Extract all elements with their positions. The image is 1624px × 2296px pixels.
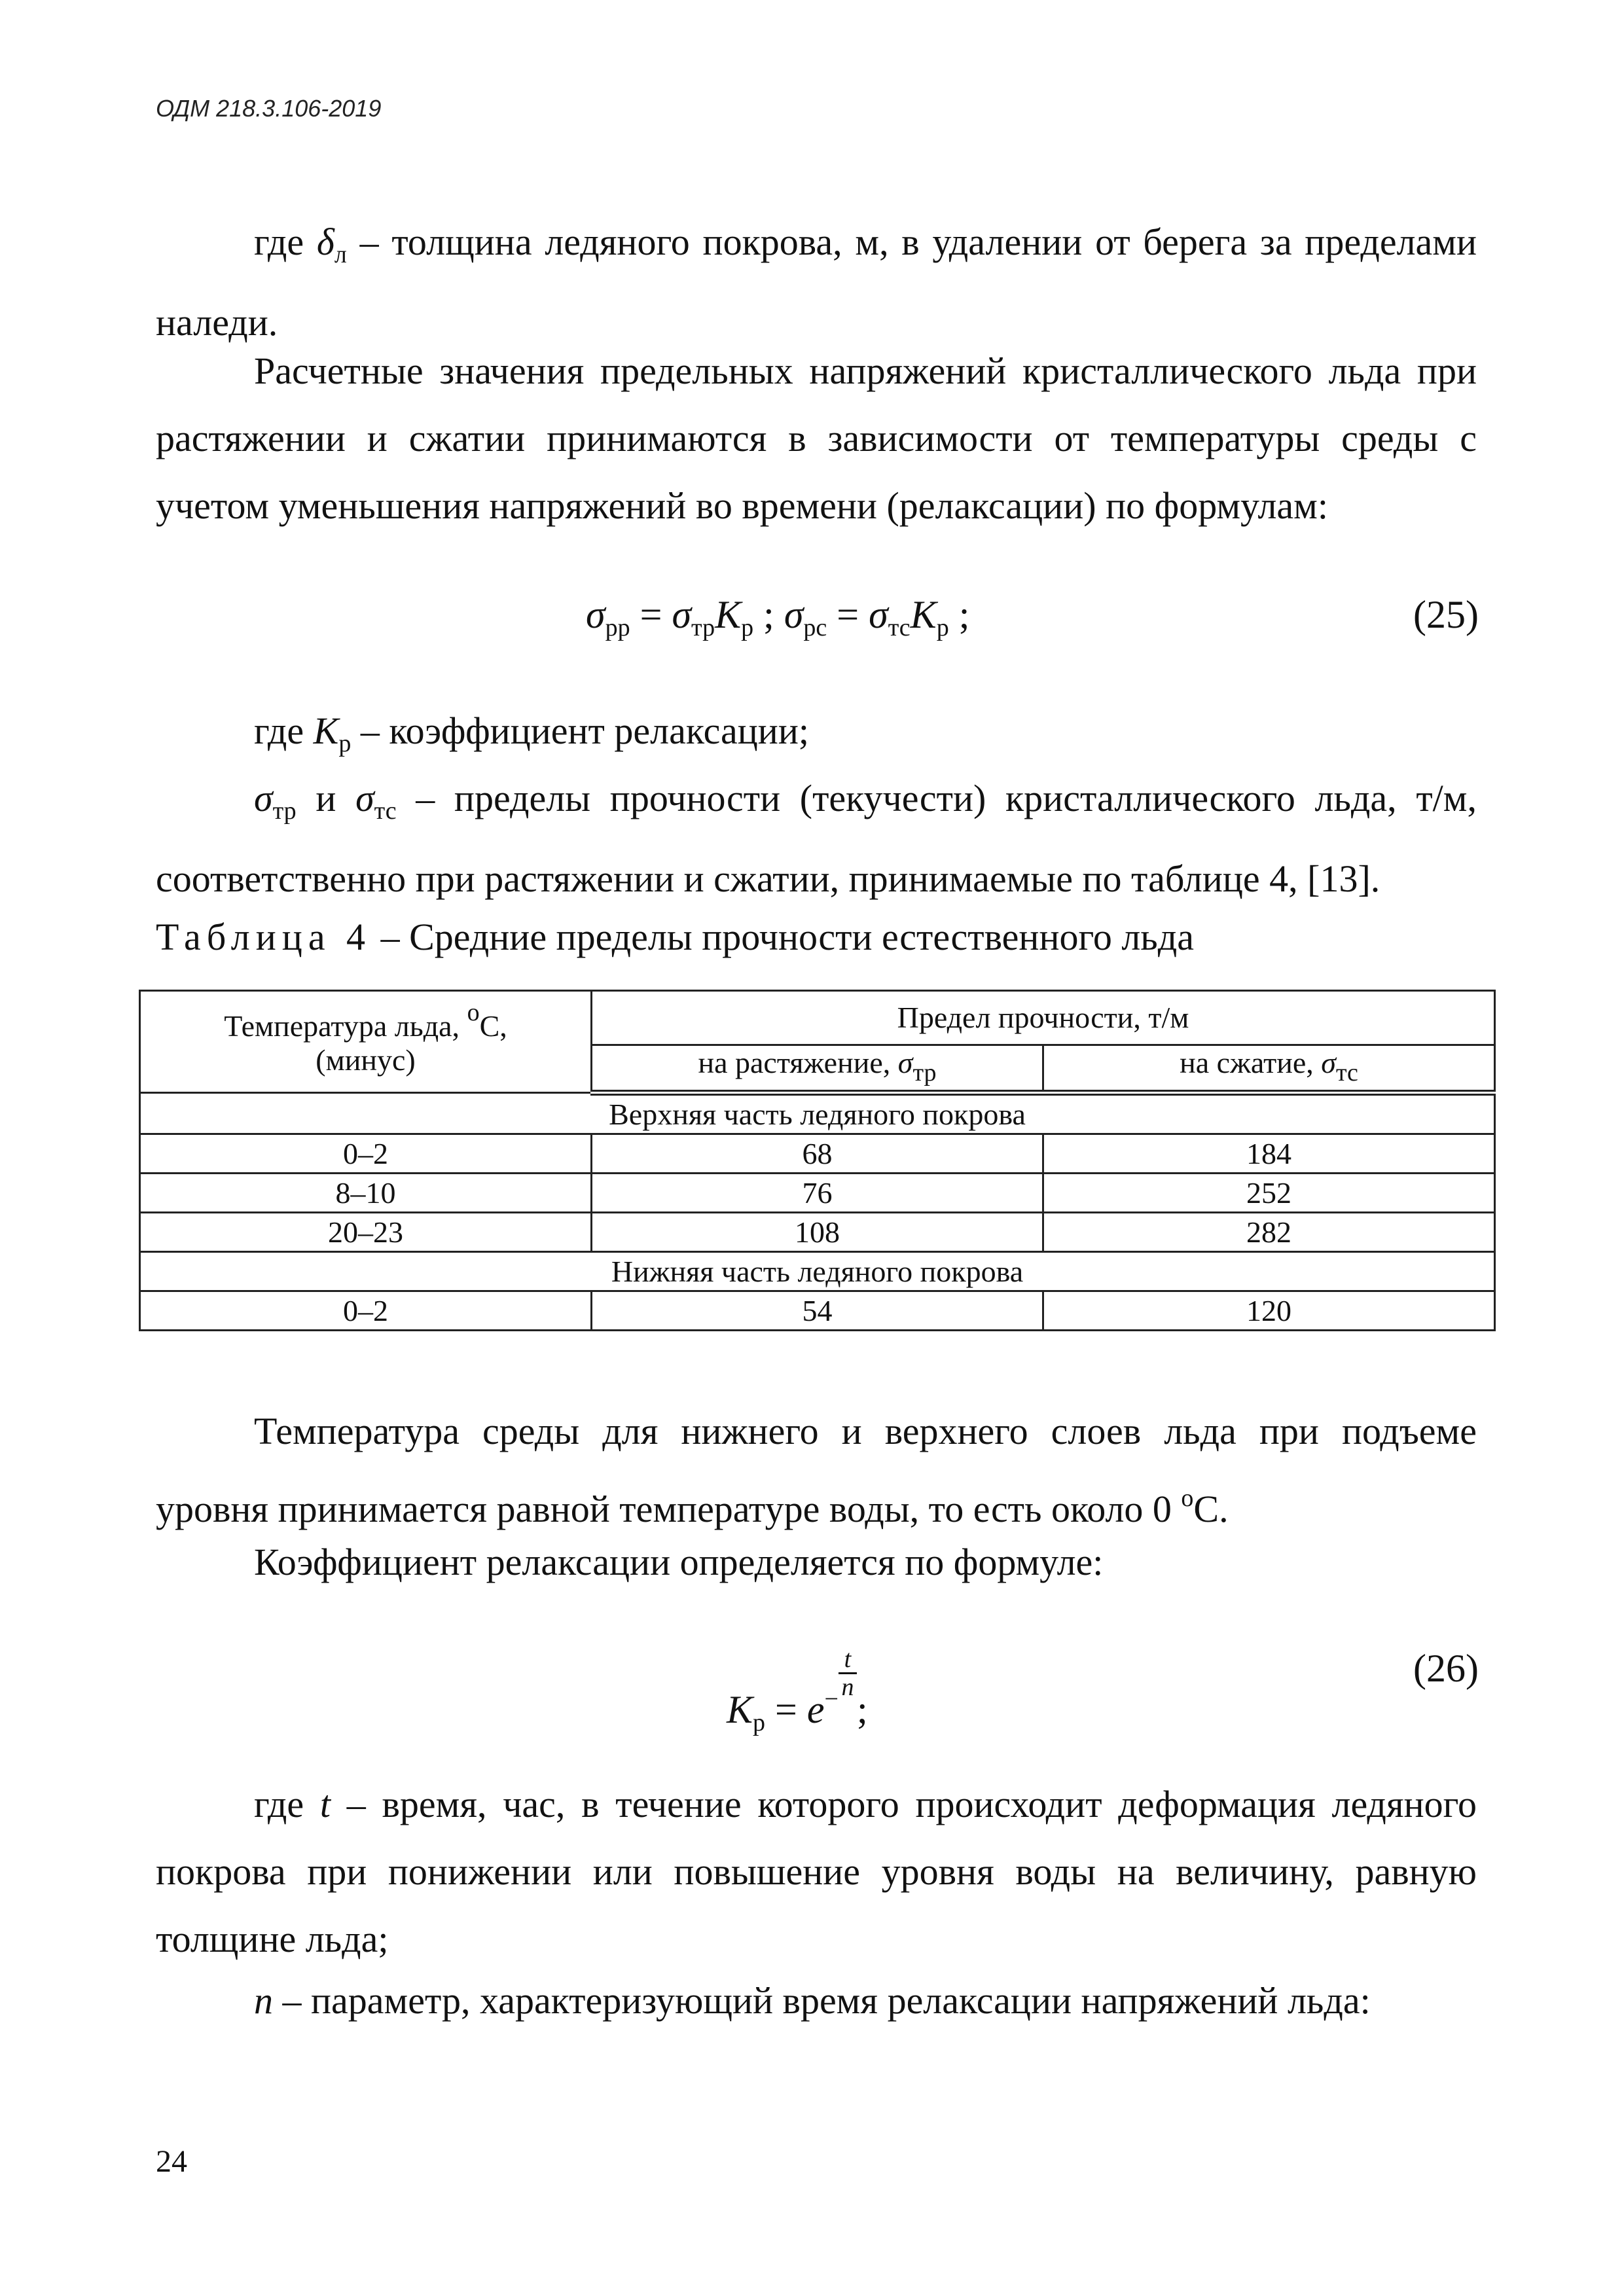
text-lead: где [254,221,317,263]
table-row: 0–2 68 184 [140,1134,1495,1174]
exponent-fraction: $\frac{t}{n}$ [839,1646,857,1700]
table-row: 20–23 108 282 [140,1213,1495,1252]
paragraph-strength-limits: $\sigma_{тр}$ и $\sigma_{тс}$ – пределы прочности (текучести) кристаллического льда, т/м, соответственно при растяжении и сжатии, принимаемые по таблице 4, [13]. [156,777,1477,900]
formula-25-number: (25) [1413,593,1479,636]
section-row-lower [140,1252,1495,1291]
paragraph-kp-definition: где $K_р$ – коэффициент релаксации; [254,709,809,757]
symbol-subscript: л [334,241,347,268]
section-row-upper [140,1093,1495,1134]
section-lower-label: Нижняя часть ледяного покрова [140,1252,1495,1291]
formula-26-number: (26) [1413,1647,1479,1690]
table-row: 8–10 76 252 [140,1174,1495,1213]
header-strength-limit: Предел прочности, т/м [592,991,1495,1045]
paragraph-time-definition: где t – время, час, в течение которого происходит деформация ледяного покрова при понижении или повышение уровня воды на величину, равную толщине льда; [156,1783,1477,1960]
page-number: 24 [156,2144,187,2179]
paragraph-stress-intro: Расчетные значения предельных напряжений кристаллического льда при растяжении и сжатии принимаются в зависимости от температуры среды с учетом уменьшения напряжений во времени (релаксации) по формулам: [156,350,1477,527]
section-upper-label: Верхняя часть ледяного покрова [140,1093,1495,1134]
subheader-compression: на сжатие, $\sigma_{тс}$ [1043,1045,1495,1093]
symbol-delta: δ [316,221,334,263]
table-caption [156,915,1194,959]
table-caption-text: – Средние пределы прочности естественного льда [371,916,1194,958]
header-temperature: Температура льда, $^о$С, (минус) [140,991,592,1093]
table-caption-label: Таблица 4 [156,916,372,958]
formula-26-expression: $K_р = e^-$ $\frac{t}{n}$ ; [727,1645,868,1736]
table-row: 0–2 54 120 [140,1291,1495,1331]
paragraph-ice-thickness [156,208,1477,356]
ice-strength-table [139,990,1496,1331]
symbol-k: K [313,709,339,752]
paragraph-ambient-temperature: Температура среды для нижнего и верхнего слоев льда при подъеме уровня принимается равной температуре воды, то есть около 0 $^о$С. [156,1410,1477,1530]
formula-25-expression: $\sigma_{рр} = \sigma_{тр}K_р$ ; $\sigma_{рс} = \sigma_{тс}K_р$ ; [586,593,970,641]
paragraph-relaxation-formula-intro: Коэффициент релаксации определяется по формуле: [254,1541,1104,1583]
symbol-t: t [319,1783,331,1825]
text-rest: – толщина ледяного покрова, м, в удалении от берега за пределами наледи. [156,221,1477,344]
paragraph-n-definition: n – параметр, характеризующий время релаксации напряжений льда: [254,1979,1371,2022]
document-code-header: ОДМ 218.3.106-2019 [156,95,382,122]
symbol-n: n [254,1979,273,2022]
table-header-row [140,991,1495,1045]
subheader-tension: на растяжение, $\sigma_{тр}$ [592,1045,1043,1093]
